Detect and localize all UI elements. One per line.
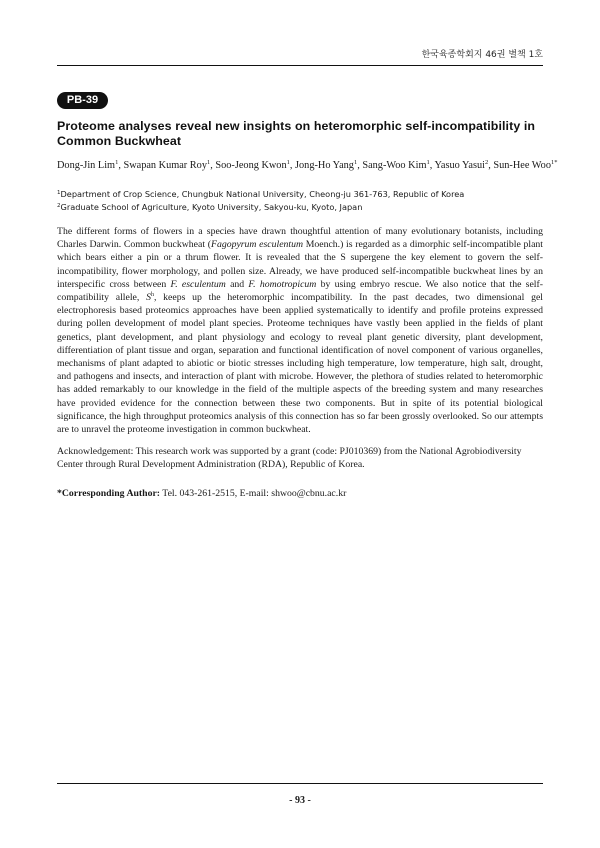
author-name: Yasuo Yasui — [434, 160, 485, 171]
author-name: Jong-Ho Yang — [295, 160, 354, 171]
affiliation-mark: 1 — [57, 190, 61, 196]
author-name: Sun-Hee Woo — [493, 160, 551, 171]
author-affil-mark: 1 — [286, 159, 290, 166]
author-affil-mark: 2 — [484, 159, 489, 166]
title-line-2: Common Buckwheat — [57, 134, 182, 148]
abstract-text: The different forms of flowers in a species have drawn thoughtful attention of many evolutionary botanists, including Charles Darwin. Common buckwheat ( — [57, 226, 543, 251]
paper-title — [57, 119, 547, 149]
abstract-body — [57, 225, 543, 436]
affiliation-mark: 2 — [57, 202, 61, 209]
top-divider — [57, 65, 543, 66]
affiliation-list — [57, 188, 547, 213]
abstract-text: by using embryo rescue. We also notice that the self-compatibility allele, — [57, 278, 543, 304]
author-name: Dong-Jin Lim — [57, 160, 116, 171]
author-affil-mark: 1 — [115, 159, 119, 166]
bottom-divider — [57, 783, 543, 784]
abstract-text: , keeps up the heteromorphic incompatibility. In the past decades, two dimensional gel electrophoresis based proteomics approaches have been applied systematically to identify and profile proteins expressed during pollen development of model plant species. Proteome techniques have vastly been applied in the fields of plant genetics, plant development, and plant physiology and ecology to reveal plant genetic diversity, plant development, differentiation of plant tissue and organ, separation and functional identification of novel component of various organelles, mechanisms of plant adapted to abiotic or biotic stresses including high temperature, low temperature, high salt, drought, and pathogens and insects, and interaction of plant with microbe. However, the plethora of studies related to heteromorphic has added remarkably to our knowledge in the field of the multiple aspects of the breeding system and many researches have provided evidence for the connection between these two components. But in spite of its potential biological significance, the high throughput proteomics analysis of this connection has so far been grossly overlooked. So our attempts are to unravel the proteome investigation in common buckwheat. — [57, 292, 543, 436]
species-name: F. homotropicum — [248, 278, 317, 290]
author-name: Swapan Kumar Roy — [123, 160, 207, 171]
author-name: Soo-Jeong Kwon — [215, 160, 287, 171]
author-name: Sang-Woo Kim — [362, 160, 427, 171]
corresponding-contact: Tel. 043-261-2515, E-mail: shwoo@cbnu.ac.kr — [160, 488, 347, 499]
author-affil-mark: 1* — [550, 159, 558, 166]
species-name: F. esculentum — [170, 278, 226, 290]
allele-superscript: h — [150, 292, 154, 299]
affiliation-text: Department of Crop Science, Chungbuk National University, Cheong-ju 361-763, Republic of Korea — [60, 189, 465, 199]
acknowledgement: Acknowledgement: This research work was supported by a grant (code: PJ010369) from the National Agrobiodiversity Center through Rural Development Administration (RDA), Republic of Korea. — [57, 446, 522, 471]
author-list: Dong-Jin Lim$^1$, Swapan Kumar Roy$^1$, Soo-Jeong Kwon$^1$, Jong-Ho Yang$^1$, Sang-Woo Kim$^1$, Yasuo Yasui$^2$, Sun-Hee Woo$^{1*}$ — [57, 159, 558, 171]
corresponding-label: *Corresponding Author: — [57, 488, 161, 499]
poster-id-badge: PB-39 — [57, 92, 108, 109]
species-name: Fagopyrum esculentum — [210, 239, 304, 251]
journal-header: 한국육종학회지 46권 별책 1호 — [421, 50, 543, 60]
author-affil-mark: 1 — [206, 159, 211, 166]
corresponding-author — [57, 487, 543, 500]
page-number: - 93 - — [289, 795, 311, 806]
abstract-text: and — [225, 278, 249, 290]
affiliation-item — [57, 188, 547, 201]
author-affil-mark: 1 — [426, 159, 430, 166]
abstract-text: Moench.) is regarded as a dimorphic self-incompatible plant which bears either a pin or a thrum flower. It is revealed that the S supergene the key element to govern the self-incompatibility, flower morphology, and pollen size. Already, we have produced self-incompatible buckwheat lines by an interspecific cross between — [57, 239, 543, 290]
allele-symbol: S — [146, 292, 151, 304]
author-affil-mark: 1 — [353, 159, 358, 166]
affiliation-text: Graduate School of Agriculture, Kyoto University, Sakyou-ku, Kyoto, Japan — [60, 201, 363, 212]
affiliation-item — [57, 201, 547, 214]
title-line-1: Proteome analyses reveal new insights on heteromorphic self-incompatibility in — [57, 119, 536, 133]
